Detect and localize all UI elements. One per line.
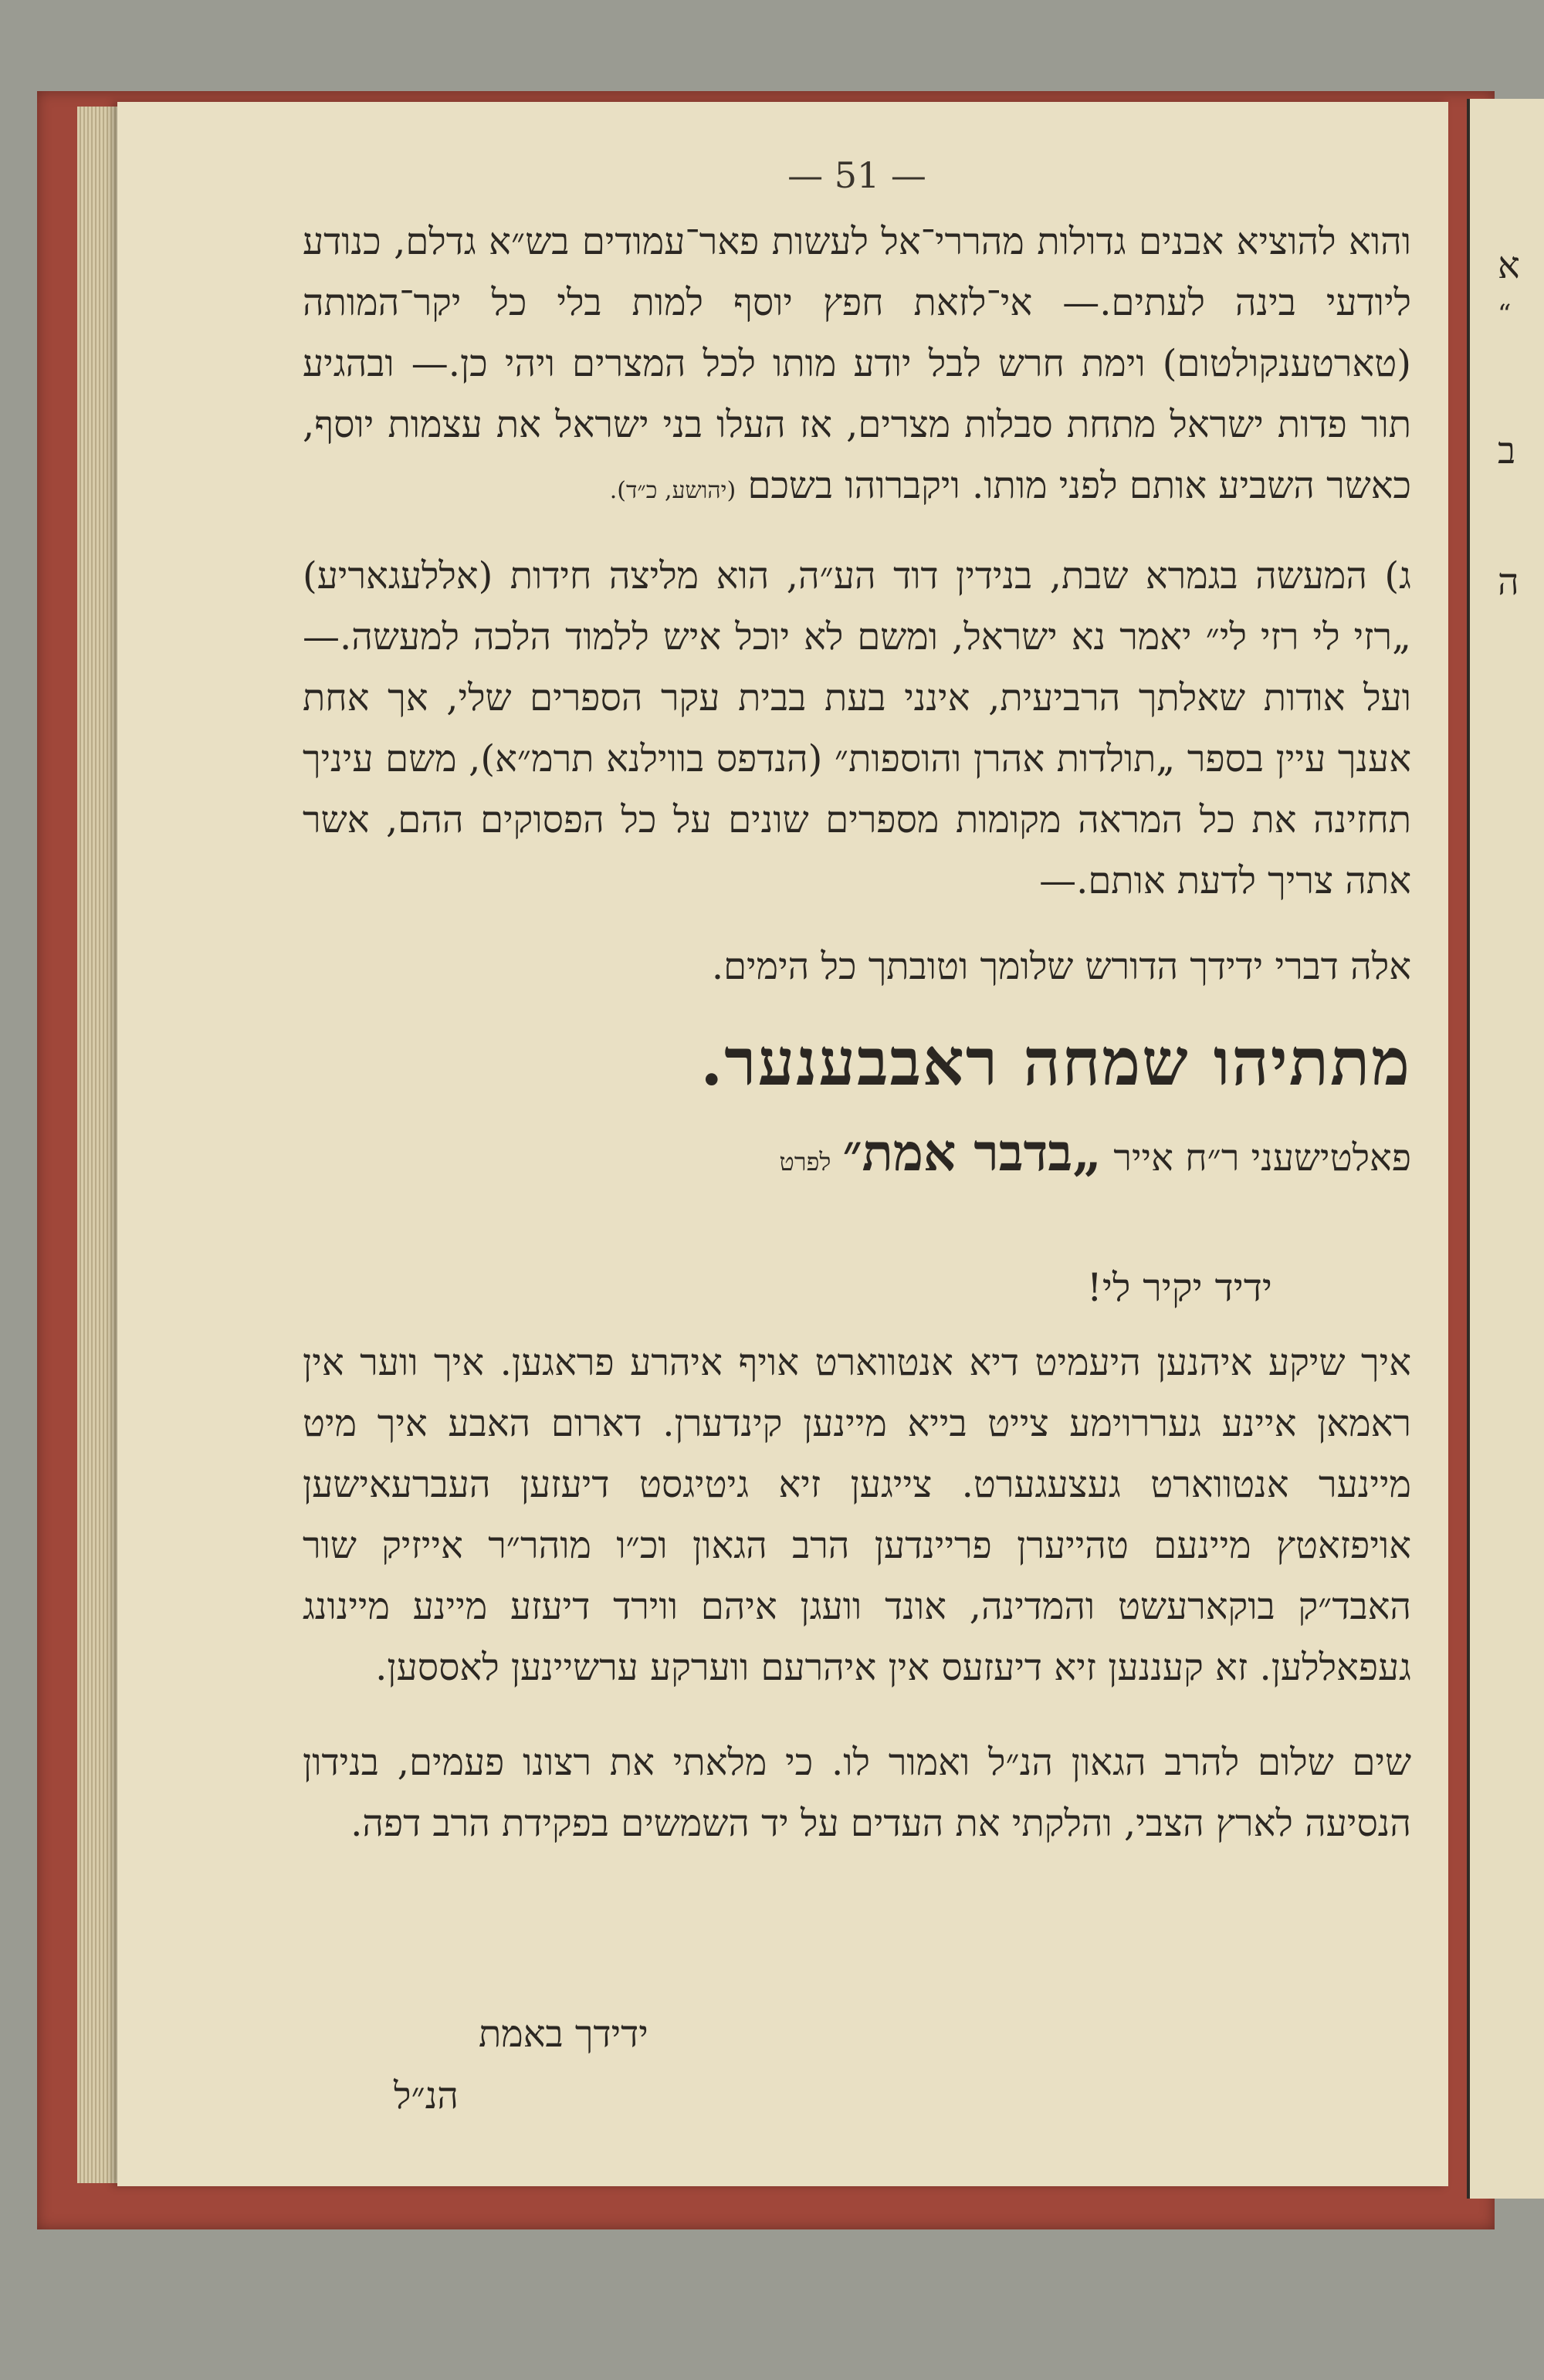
paragraph-2: ג) המעשה בגמרא שבת, בנידין דוד הע״ה, הוא מליצה חידות (אללעגאריע) „רזי לי רזי לי״ יאמר נא ישראל, ומשם לא יוכל איש ללמוד הלכה למעשה.— ועל אודות שאלתך הרביעית, אינני בעת בבית עקר הספרים שלי, אך אחת אענך עיין בספר „תולדות אהרן והוספות״ (הנדפס בווילנא תרמ״א), משם עיניך תחזינה את כל המראה מקומות מספרים שונים על כל הפסוקים ההם, אשר אתה צריך לדעת אותם.— [303, 554, 1412, 902]
signature-name: מתתיהו שמחה ראבבענער. [700, 1024, 1411, 1100]
next-page-mark: ה [1498, 560, 1519, 604]
signature-title [303, 1122, 1411, 1189]
hebrew-paragraph-2: שים שלום להרב הגאון הנ״ל ואמור לו. כי מלאתי את רצונו פעמים, בנידון הנסיעה לארץ הצבי, והלקתי את העדים על יד השמשים בפקידת הרב דפה. [303, 1741, 1411, 1845]
salutation: ידיד יקיר לי! [1086, 1265, 1272, 1310]
page-text [303, 154, 1411, 1854]
next-page-mark: ב [1498, 429, 1516, 472]
page-number: — 51 — [787, 154, 926, 196]
paragraph-1-text: והוא להוציא אבנים גדולות מהררי־אל לעשות פאר־עמודים בש״א גדלם, כנודע ליודעי בינה לעתים.— אי־לזאת חפץ יוסף למות בלי כל יקר־המותה (טארטענקולטום) וימת חרש לבל יודע מותו לכל המצרים ויהי כן.— ובהגיע תור פדות ישראל מתחת סבלות מצרים, אז העלו בני ישראל את עצמות יוסף, כאשר השביע אותם לפני מותו. ויקברוהו בשכם [303, 220, 1412, 507]
closing-line: אלה דברי ידידך הדורש שלומך וטובתך כל הימים. [711, 945, 1411, 988]
citation: (יהושע, כ״ד). [609, 477, 736, 504]
paragraph-1 [303, 212, 1411, 521]
newspaper-name: „בדבר אמת״ [842, 1122, 1102, 1183]
signature-title-pre: פאלטישעני ר״ח אייר [1113, 1136, 1411, 1180]
yiddish-paragraph: איך שיקע איהנען היעמיט דיא אנטווארט אויף איהרע פראגען. איך ווער אין ראמאן איינע געררוימע צייט בייא מיינען קינדערן. דארום האבע איך מיט מיינער אנטווארט געצעגערט. צייגען זיא גיטיגסט דיעזען העברעאישען אויפזאטץ מיינעם טהייערן פריינדען הרב הגאון וכ״ו מוהר״ר אייזיק שור האבד״ק בוקארעשט והמדינה, אונד וועגן איהם ווירד דיעזע מיינע מיינונג געפאללען. זא קעננען זיא דיעזעס אין איהרעם ווערקע ערשיינען לאססען. [303, 1341, 1412, 1689]
signoff-line-2: הנ״ל [394, 2074, 459, 2118]
signature-title-post: לפרט [779, 1147, 831, 1176]
next-page-mark: א [1498, 244, 1520, 287]
next-page-strip [1467, 99, 1544, 2199]
signoff-line-1: ידידך באמת [479, 2013, 648, 2056]
next-page-mark: “ [1498, 299, 1512, 330]
